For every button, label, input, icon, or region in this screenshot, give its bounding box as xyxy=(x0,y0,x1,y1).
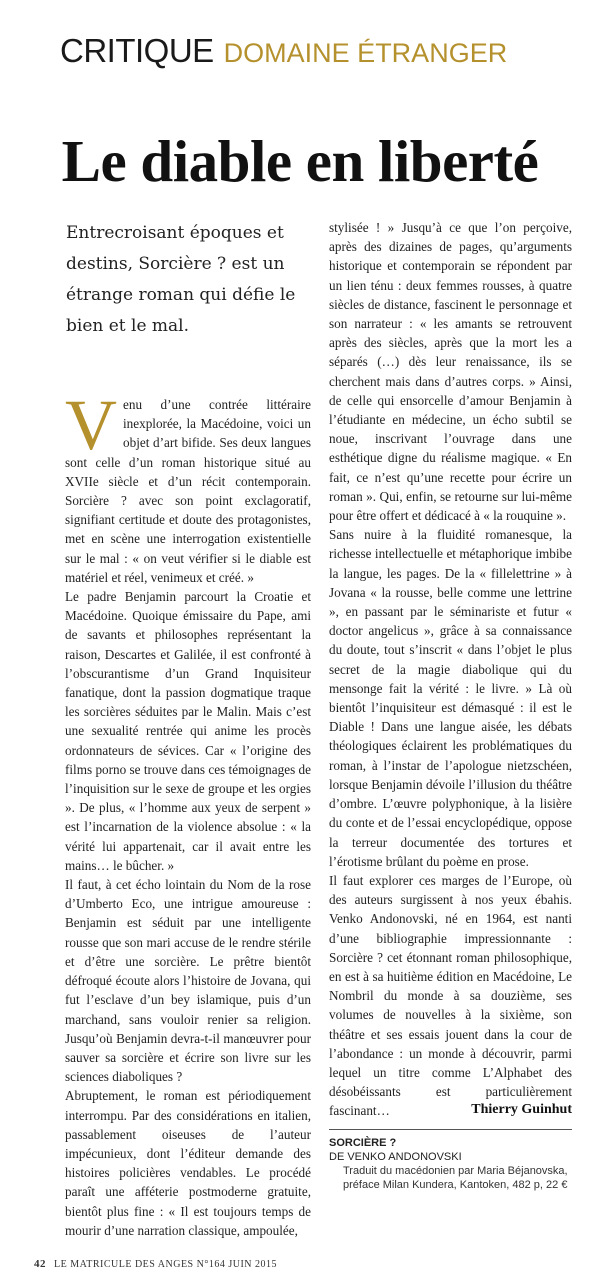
article-title: Le diable en liberté xyxy=(61,128,539,194)
header xyxy=(60,32,560,76)
magazine-issue: LE MATRICULE DES ANGES N°164 JUIN 2015 xyxy=(54,1259,277,1270)
rubric-kicker: CRITIQUE xyxy=(60,32,214,69)
book-author: DE VENKO ANDONOVSKI xyxy=(329,1151,462,1163)
paragraph: Sans nuire à la fluidité romanesque, la richesse intellectuelle et métaphorique imbibe la langue, les pages. De la « fillelettrine » à Jovana « la rousse, belle comme une lettrine », en passant par le séminariste et futur « doctor angelicus », grâce à sa connaissance du doute, tout s’inscrit « dans l’objet le plus secret de la magie diabolique qui du mensonge fait la vérité : le livre. » Là où bientôt l’inquisiteur est démasqué : il est le Diable ! Dans une langue aisée, les débats théologiques éclairent les problématiques du roman, à l’instar de l’apologue nietzschéen, lorsque Benjamin dévoile l’illusion du théâtre d’ombre. L’œuvre polyphonique, à la lisière du conte et de l’essai encyclopédique, oppose la terreur documentée des tortures et l’érotisme brûlant du poème en prose. xyxy=(329,527,572,869)
paragraph: enu d’une contrée littéraire inexplorée, la Macédoine, voici un objet d’art bifide. Ses deux langues sont celle d’un roman historique situé au XVIIe siècle et d’un récit contemporain. Sorcière ? avec son point exclagoratif, signifiant certitude et doute des protagonistes, met en scène une interrogation existentielle sur le mal : « on veut vérifier si le diable est matériel et réel, venimeux et créé. » xyxy=(65,397,311,585)
paragraph: Il faut, à cet écho lointain du Nom de la rose d’Umberto Eco, une intrigue amoureuse : Benjamin est séduit par une intelligente rousse que son mari accuse de le rendre stérile et d’être une sorcière. Le prêtre bientôt défroqué écoute alors l’histoire de Jovana, qui fut l’esclave d’un bey islamique, puis d’un marchand, sans vouloir renier sa religion. Jusqu’où Benjamin devra-t-il manœuvrer pour sauver sa sorcière et écrire son livre sur les sciences diaboliques ? xyxy=(65,877,311,1085)
author-signature: Thierry Guinhut xyxy=(471,1102,572,1117)
paragraph: Il faut explorer ces marges de l’Europe, où des auteurs surgissent à nos yeux ébahis. Venko Andonovski, né en 1964, est nanti d’une bibliographie impressionnante : Sorcière ? cet étonnant roman philosophique, en est à sa huitième édition en Macédoine, Le Nombril du monde à sa douzième, ses volumes de nouvelles à la sixième, son théâtre et ses essais jouent dans la cour de l’abondance : un monde à découvrir, parmi lequel un titre comme L’Alphabet des désobéissants est particulièrement fascinant… xyxy=(329,872,572,1119)
drop-cap: V xyxy=(65,385,117,465)
book-details: préface Milan Kundera, Kantoken, 482 p, 22 € xyxy=(343,1179,568,1191)
article-lead: Entrecroisant époques et destins, Sorcière ? est un étrange roman qui défie le bien et le mal. xyxy=(66,223,296,336)
paragraph: stylisée ! » Jusqu’à ce que l’on perçoive, après des dizaines de pages, qu’arguments historique et contemporain se répondent par un lien ténu : deux femmes rousses, à quatre siècles de distance, fascinent le personnage et son narrateur : « les amants se retrouvent après des siècles, après que la mort les a séparés (…) dès leur renaissance, ils se cherchent mais dans d’autres corps. » Ainsi, de celle qui ensorcelle d’amour Benjamin à l’étudiante en médecine, un écho subtil se noue, inscrivant l’ouvrage dans une esthétique digne du réalisme magique. « En fait, ce n’est qu’une recette pour écrire un roman ». Qui, enfin, se retourne sur lui-même pour être offert et dédicacé à « la rouquine ». xyxy=(329,220,572,524)
book-info-box xyxy=(329,1129,572,1192)
column-left xyxy=(65,385,311,1262)
rubric-section: DOMAINE ÉTRANGER xyxy=(223,38,508,68)
page-footer xyxy=(34,1258,277,1270)
paragraph: Le padre Benjamin parcourt la Croatie et Macédoine. Quoique émissaire du Pape, ami de savants et philosophes représentant la raison, Descartes et Galilée, il est confronté à l’obscurantisme d’un Grand Inquisiteur fanatique, dont la passion dogmatique traque les sorcières séduites par le Malin. Mais c’est une sexualité rentrée qui anime les procès ordonnateurs de sévices. Car « l’origine des films porno se trouve dans ces témoignages de l’inquisition sur le sexe de groupe et les orgies ». De plus, « l’homme aux yeux de serpent » est l’incarnation de la violence absolue : « la vérité lui appartenait, car il avait entre les mains… le bûcher. » xyxy=(65,589,311,873)
page-number: 42 xyxy=(34,1258,46,1270)
book-title: SORCIÈRE ? xyxy=(329,1137,397,1149)
book-translation: Traduit du macédonien par Maria Béjanovska, xyxy=(343,1165,568,1177)
paragraph: Abruptement, le roman est périodiquement interrompu. Par des considérations en italien, passablement oiseuses de l’auteur impécunieux, dont l’éditeur demande des histoires policières vendables. Le procédé paraît une afféterie postmoderne gratuite, bientôt plus fine : « Il est toujours temps de mourir d’une narration classique, ampoulée, xyxy=(65,1088,311,1238)
